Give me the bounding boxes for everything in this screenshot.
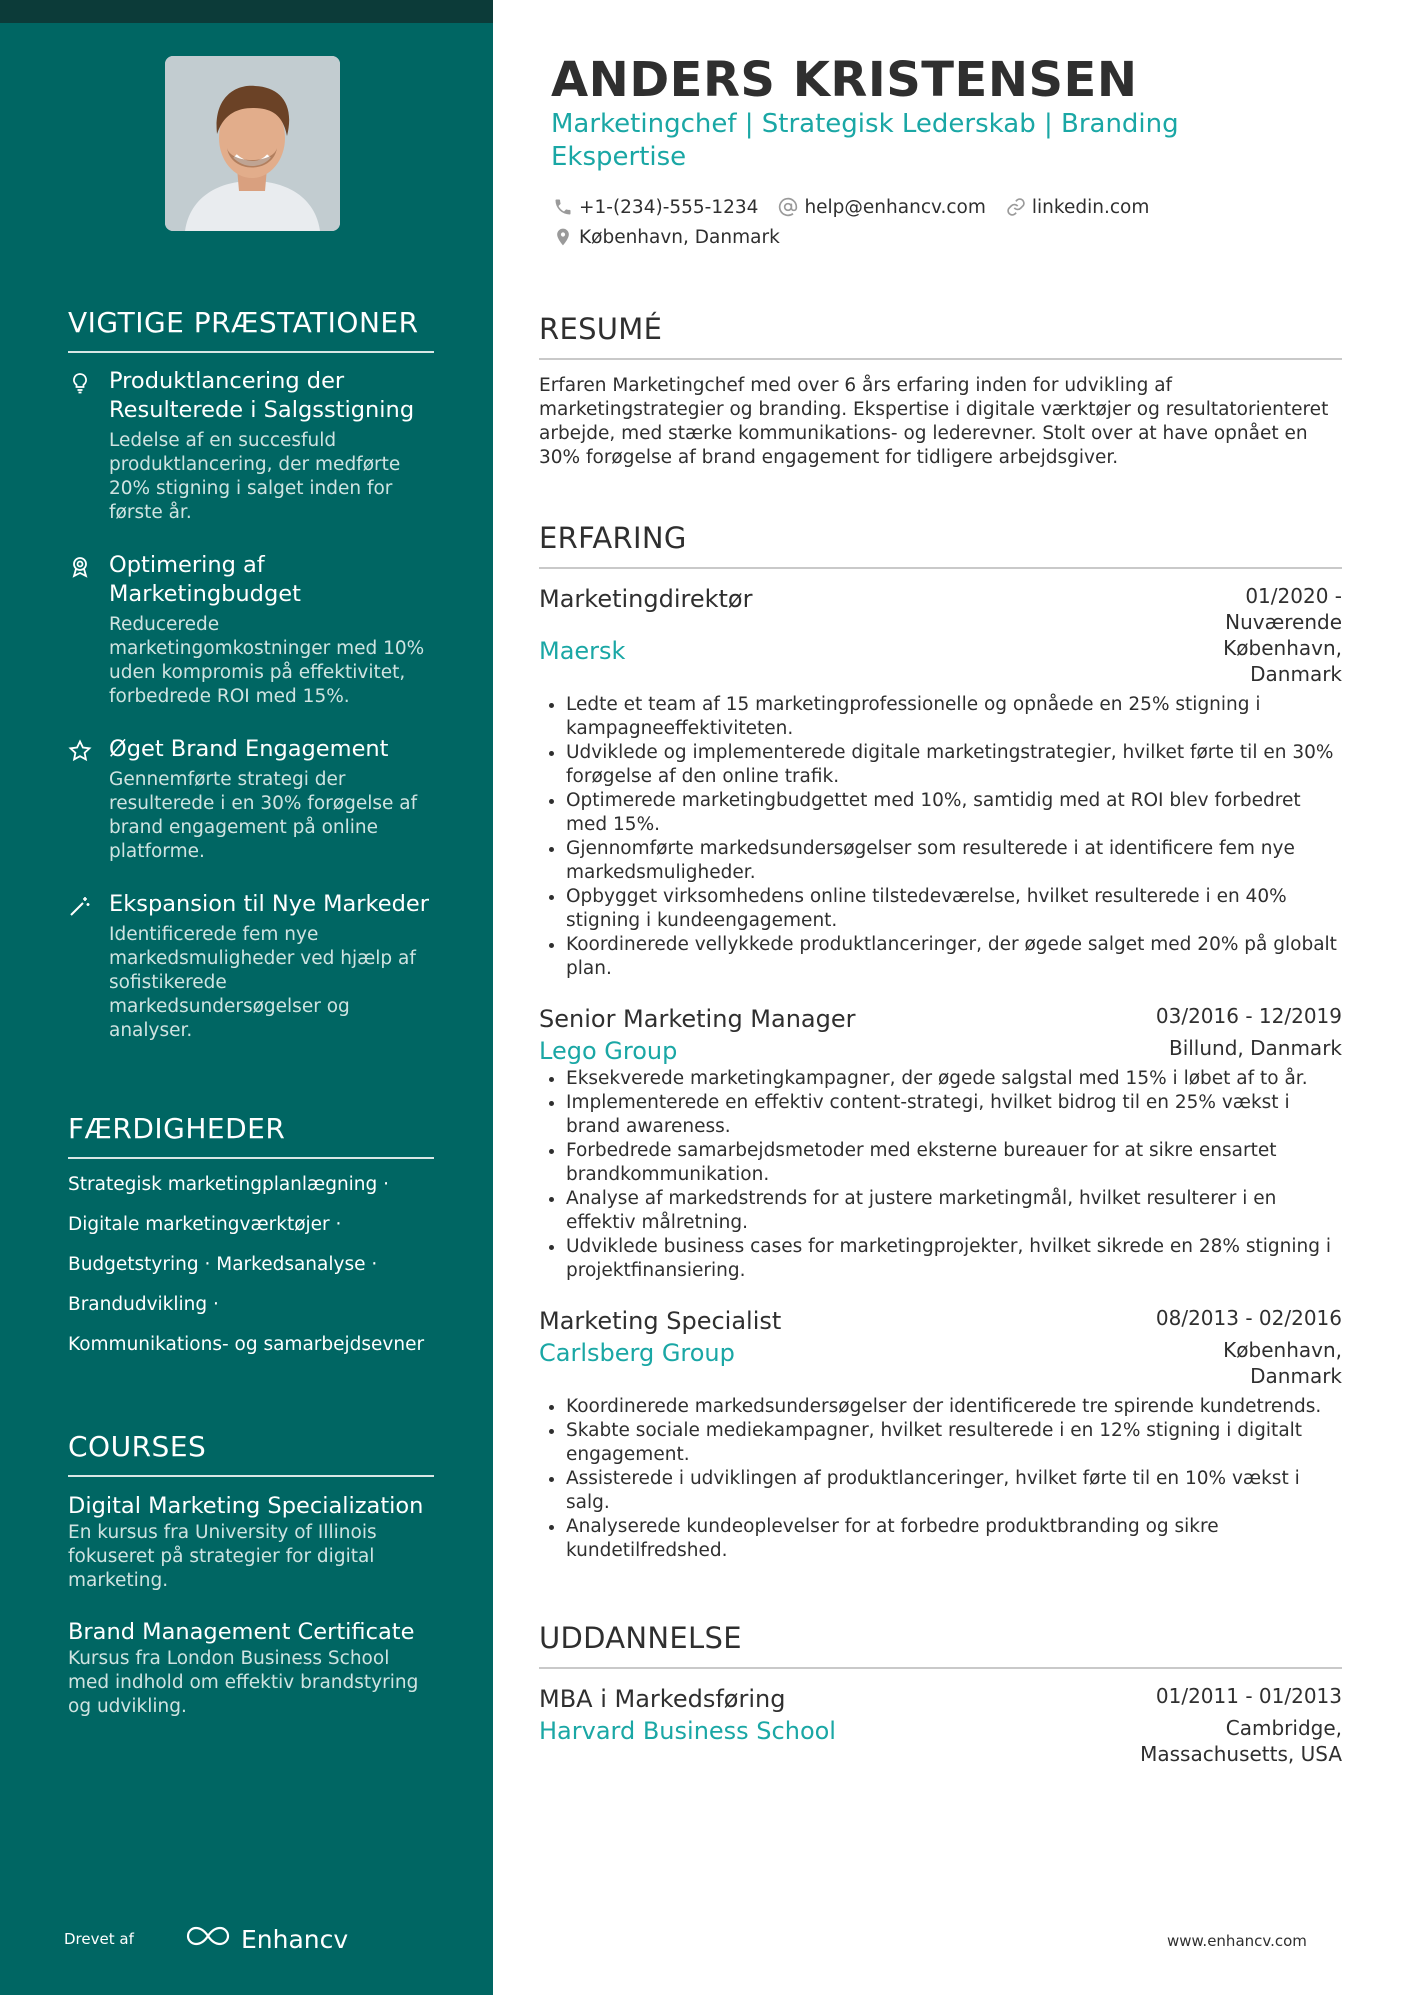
- education-date: 01/2011 - 01/2013: [1155, 1684, 1342, 1708]
- skill-line: Brandudvikling ·: [68, 1294, 219, 1315]
- achievement-title: Ekspansion til Nye Markeder: [109, 891, 429, 917]
- achievement-title: Produktlancering der Resulterede i Salgsstigning: [109, 368, 415, 423]
- job-bullet: • Analyserede kundeoplevelser for at forbedre produktbranding og sikre kundetilfredshed.: [566, 1515, 1342, 1563]
- achievement-description: Reducerede marketingomkostninger med 10% uden kompromis på effektivitet, forbedrede ROI med 15%.: [109, 614, 425, 707]
- achievement-item: [68, 367, 434, 525]
- experience-section: [539, 521, 1342, 1563]
- education-entry: [539, 1683, 1342, 1767]
- summary-section: [539, 312, 1342, 470]
- candidate-name: ANDERS KRISTENSEN: [551, 52, 1138, 108]
- job-location: København, Danmark: [1223, 636, 1342, 686]
- contact-info: [553, 192, 1149, 252]
- lightbulb-icon: [68, 371, 92, 395]
- job-bullet: • Optimerede marketingbudgettet med 10%, samtidig med at ROI blev forbedret med 15%.: [566, 789, 1342, 837]
- achievements-heading: VIGTIGE PRÆSTATIONER: [68, 306, 434, 353]
- job-bullet: • Opbygget virksomhedens online tilstedeværelse, hvilket resulterede i en 40% stigning i kundeengagement.: [566, 885, 1342, 933]
- courses-heading: COURSES: [68, 1430, 434, 1477]
- job-title: Senior Marketing Manager: [539, 1005, 856, 1033]
- skill-line: Strategisk marketingplanlægning ·: [68, 1174, 390, 1195]
- school-name: Harvard Business School: [539, 1717, 836, 1745]
- achievement-description: Gennemførte strategi der resulterede i en 30% forøgelse af brand engagement på online platforme.: [109, 769, 418, 862]
- course-description: Kursus fra London Business School med indhold om effektiv brandstyring og udvikling.: [68, 1648, 419, 1717]
- at-icon: [778, 197, 798, 217]
- job-entry: [539, 1305, 1342, 1563]
- powered-by-label: Drevet af: [64, 1930, 134, 1948]
- job-bullet: • Udviklede og implementerede digitale marketingstrategier, hvilket førte til en 30% forøgelse af den online trafik.: [566, 741, 1342, 789]
- job-date: 08/2013 - 02/2016: [1155, 1306, 1342, 1330]
- job-bullet: • Implementerede en effektiv content-strategi, hvilket bidrog til en 25% vækst i brand awareness.: [566, 1091, 1342, 1139]
- job-bullet: • Eksekverede marketingkampagner, der øgede salgstal med 15% i løbet af to år.: [566, 1067, 1342, 1091]
- job-bullet: • Assisterede i udviklingen af produktlanceringer, hvilket førte til en 10% vækst i salg.: [566, 1467, 1342, 1515]
- phone-text: +1-(234)-555-1234: [579, 196, 759, 218]
- job-location: København, Danmark: [1223, 1338, 1342, 1388]
- brand-name: Enhancv: [241, 1924, 349, 1954]
- achievement-description: Ledelse af en succesfuld produktlancering, der medførte 20% stigning i salget inden for første år.: [109, 430, 401, 523]
- magic-wand-icon: [68, 894, 92, 918]
- location-pin-icon: [553, 227, 573, 247]
- linkedin-item[interactable]: [1006, 197, 1149, 218]
- award-icon: [68, 555, 92, 579]
- email-text: help@enhancv.com: [804, 196, 986, 218]
- skills-heading: FÆRDIGHEDER: [68, 1112, 434, 1159]
- job-entry: [539, 583, 1342, 981]
- achievements-section: [68, 306, 434, 1069]
- job-date: 03/2016 - 12/2019: [1155, 1004, 1342, 1028]
- job-bullets: [539, 1395, 1342, 1563]
- location-item: [553, 227, 780, 248]
- profile-photo: [165, 56, 340, 231]
- company-name: Maersk: [539, 637, 626, 665]
- job-bullet: • Koordinerede markedsundersøgelser der identificerede tre spirende kundetrends.: [566, 1395, 1342, 1419]
- phone-icon: [553, 197, 573, 217]
- course-description: En kursus fra University of Illinois fokuseret på strategier for digital marketing.: [68, 1522, 377, 1591]
- job-bullets: [539, 693, 1342, 981]
- star-icon: [68, 739, 92, 763]
- job-bullet: • Koordinerede vellykkede produktlanceringer, der øgede salget med 20% på globalt plan.: [566, 933, 1342, 981]
- candidate-tagline: Marketingchef | Strategisk Lederskab | Branding Ekspertise: [551, 109, 1179, 172]
- skill-line: Kommunikations- og samarbejdsevner: [68, 1334, 425, 1355]
- job-bullets: [539, 1067, 1342, 1283]
- linkedin-text: linkedin.com: [1031, 196, 1150, 218]
- job-date: 01/2020 - Nuværende: [1225, 584, 1342, 634]
- experience-heading: ERFARING: [539, 521, 1342, 569]
- job-bullet: • Ledte et team af 15 marketingprofessionelle og opnåede en 25% stigning i kampagneeffektiviteten.: [566, 693, 1342, 741]
- email-item[interactable]: [778, 197, 985, 218]
- job-title: Marketing Specialist: [539, 1307, 782, 1335]
- infinity-logo-icon: [185, 1924, 231, 1954]
- phone-item[interactable]: [553, 197, 758, 218]
- job-bullet: • Analyse af markedstrends for at justere marketingmål, hvilket resulterer i en effektiv målretning.: [566, 1187, 1342, 1235]
- job-bullet: • Skabte sociale mediekampagner, hvilket resulterede i en 12% stigning i digitalt engagement.: [566, 1419, 1342, 1467]
- job-location: Billund, Danmark: [1168, 1036, 1342, 1060]
- job-title: Marketingdirektør: [539, 585, 753, 613]
- achievement-item: [68, 735, 434, 864]
- education-section: [539, 1621, 1342, 1767]
- achievement-title: Øget Brand Engagement: [109, 736, 389, 762]
- education-location: Cambridge, Massachusetts, USA: [1140, 1716, 1342, 1766]
- job-entry: [539, 1003, 1342, 1283]
- course-title: Digital Marketing Specialization: [68, 1493, 424, 1519]
- sidebar-top-bar: [0, 0, 493, 23]
- summary-heading: RESUMÉ: [539, 312, 1342, 360]
- degree-title: MBA i Markedsføring: [539, 1685, 786, 1713]
- skill-line: Budgetstyring · Markedsanalyse ·: [68, 1254, 378, 1275]
- company-name: Lego Group: [539, 1037, 678, 1065]
- achievement-description: Identificerede fem nye markedsmuligheder ved hjælp af sofistikerede markedsundersøgelser og analyser.: [109, 924, 416, 1041]
- job-bullet: • Gjennomførte markedsundersøgelser som resulterede i at identificere fem nye markedsmuligheder.: [566, 837, 1342, 885]
- job-bullet: • Udviklede business cases for marketingprojekter, hvilket sikrede en 28% stigning i projektfinansiering.: [566, 1235, 1342, 1283]
- link-icon: [1006, 197, 1026, 217]
- skills-section: [68, 1112, 434, 1373]
- course-title: Brand Management Certificate: [68, 1619, 415, 1645]
- footer-website[interactable]: www.enhancv.com: [1167, 1932, 1307, 1950]
- brand-logo[interactable]: [185, 1924, 348, 1954]
- achievement-item: [68, 890, 434, 1043]
- education-heading: UDDANNELSE: [539, 1621, 1342, 1669]
- courses-section: [68, 1430, 434, 1743]
- sidebar: [0, 0, 493, 1995]
- location-text: København, Danmark: [579, 226, 780, 248]
- job-bullet: • Forbedrede samarbejdsmetoder med eksterne bureauer for at sikre ensartet brandkommunikation.: [566, 1139, 1342, 1187]
- achievement-title: Optimering af Marketingbudget: [109, 552, 301, 607]
- achievement-item: [68, 551, 434, 709]
- skill-line: Digitale marketingværktøjer ·: [68, 1214, 342, 1235]
- company-name: Carlsberg Group: [539, 1339, 735, 1367]
- summary-text: Erfaren Marketingchef med over 6 års erfaring inden for udvikling af marketingstrategier og branding. Ekspertise i digitale værktøjer og resultatorienteret arbejde, med stærke kommunikations- og lederevner. Stolt over at have opnået en 30% forøgelse af brand engagement for tidligere arbejdsgiver.: [539, 375, 1329, 468]
